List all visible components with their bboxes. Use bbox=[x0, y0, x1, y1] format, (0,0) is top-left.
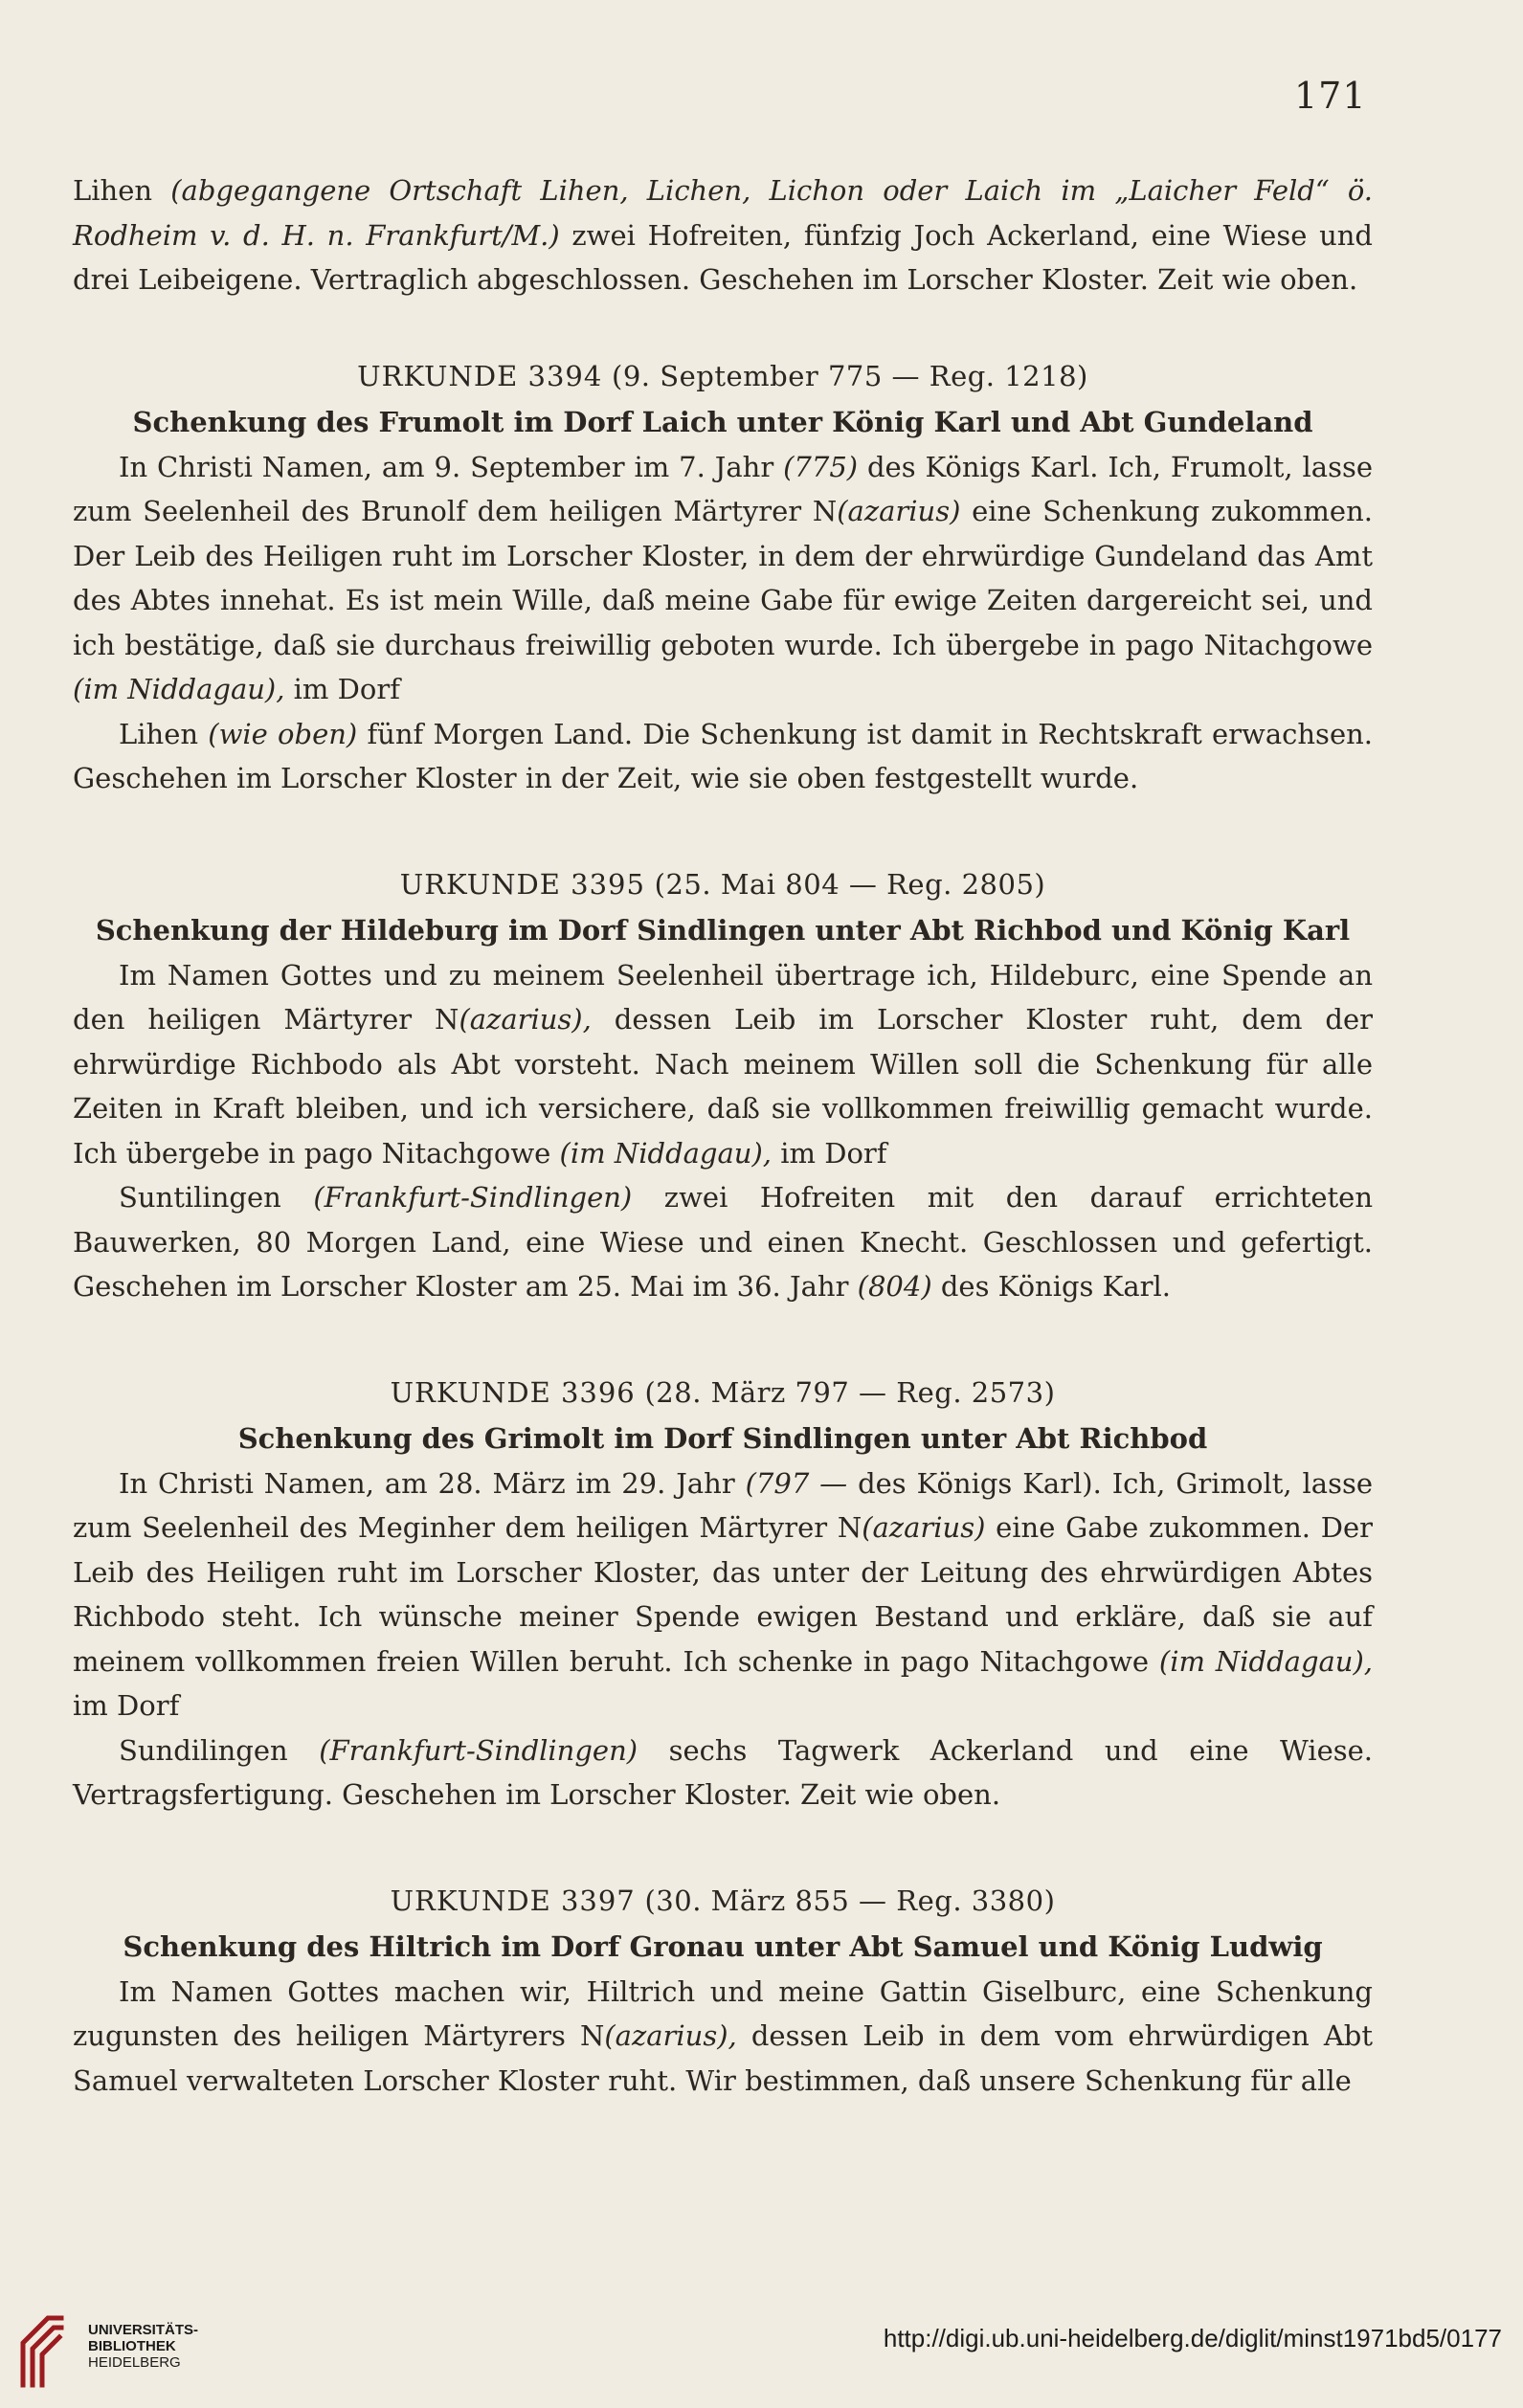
document-title: Schenkung des Hiltrich im Dorf Gronau unter Abt Samuel und König Ludwig bbox=[123, 1930, 1323, 1963]
text-run: zwei Hofreiten mit den darauf errichteten Bauwerken, 80 Morgen Land, eine Wiese und einen Knecht. Geschlossen und gefertigt. Geschehen im Lorscher Kloster am 25. Mai im 36. Jahr bbox=[73, 1181, 1374, 1303]
document-3396 bbox=[73, 1371, 1373, 1817]
document-3394 bbox=[73, 354, 1373, 801]
document-paragraph bbox=[73, 1175, 1373, 1309]
text-run: eine Gabe zukommen. Der Leib des Heiligen ruht im Lorscher Kloster, das unter der Leitung des ehrwürdigen Abtes Richbodo steht. Ich wünsche meiner Spende ewigen Bestand und erkläre, daß sie auf meinem vollkommen freien Willen beruht. Ich schenke in pago Nitachgowe bbox=[73, 1511, 1373, 1678]
text-run: Lihen bbox=[119, 717, 209, 750]
document-date-reg: (25. Mai 804 — Reg. 2805) bbox=[644, 867, 1046, 901]
document-paragraph bbox=[73, 1970, 1373, 2104]
document-date-reg: (9. September 775 — Reg. 1218) bbox=[602, 359, 1088, 392]
library-name-line: UNIVERSITÄTS- bbox=[88, 2322, 199, 2338]
document-title: Schenkung der Hildeburg im Dorf Sindlingen unter Abt Richbod und König Karl bbox=[95, 914, 1351, 947]
text-run: des Königs Karl. Ich, Frumolt, lasse zum Seelenheil des Brunolf dem heiligen Märtyrer N bbox=[73, 450, 1373, 527]
document-date-reg: (28. März 797 — Reg. 2573) bbox=[635, 1375, 1056, 1409]
text-run: In Christi Namen, am 28. März im 29. Jahr bbox=[119, 1466, 746, 1500]
document-heading bbox=[73, 354, 1373, 399]
text-run: Suntilingen bbox=[119, 1181, 314, 1214]
italic-run: (azarius) bbox=[862, 1511, 986, 1544]
document-paragraph bbox=[73, 1461, 1373, 1728]
library-name bbox=[88, 2322, 198, 2371]
document-number: URKUNDE 3394 bbox=[357, 359, 603, 392]
text-run: des Königs Karl. bbox=[931, 1270, 1171, 1303]
document-paragraph bbox=[73, 445, 1373, 712]
document-date-reg: (30. März 855 — Reg. 3380) bbox=[635, 1884, 1056, 1917]
text-run: Im Namen Gottes machen wir, Hiltrich und meine Gattin Giselburc, eine Schenkung zugunsten des heiligen Märtyrers N bbox=[73, 1974, 1373, 2052]
italic-run: (797 — bbox=[745, 1466, 848, 1500]
text-run: dessen Leib im Lorscher Kloster ruht, dem der ehrwürdige Richbodo als Abt vorsteht. Nach meinem Willen soll die Schenkung für alle Zeiten in Kraft bleiben, und ich versichere, daß sie vollkommen freiwillig gemacht wurde. Ich übergebe in pago Nitachgowe bbox=[73, 1003, 1373, 1170]
text-run: des Königs Karl). Ich, Grimolt, lasse zum Seelenheil des Meginher dem heiligen Märtyrer N bbox=[73, 1466, 1374, 1544]
italic-run: (im Niddagau), bbox=[559, 1136, 772, 1170]
document-title: Schenkung des Grimolt im Dorf Sindlingen unter Abt Richbod bbox=[237, 1422, 1208, 1455]
page-number: 171 bbox=[1294, 75, 1367, 117]
text-run: Sundilingen bbox=[119, 1733, 320, 1767]
italic-run: (azarius), bbox=[459, 1003, 592, 1036]
source-url-link[interactable]: http://digi.ub.uni-heidelberg.de/diglit/minst1971bd5/0177 bbox=[883, 2324, 1502, 2352]
text-run: im Dorf bbox=[771, 1136, 887, 1170]
text-run: fünf Morgen Land. Die Schenkung ist damit in Rechtskraft erwachsen. Geschehen im Lorscher Kloster in der Zeit, wie sie oben festgestellt wurde. bbox=[73, 717, 1373, 794]
text-run: im Dorf bbox=[284, 673, 400, 705]
text-run: zwei Hofreiten, fünfzig Joch Ackerland, eine Wiese und drei Leibeigene. Vertraglich abgeschlossen. Geschehen im Lorscher Kloster. Zeit wie oben. bbox=[73, 218, 1373, 296]
document-paragraph bbox=[73, 712, 1373, 801]
document-3395 bbox=[73, 862, 1373, 1309]
italic-run: (775) bbox=[783, 450, 859, 483]
italic-run: (azarius) bbox=[837, 495, 961, 527]
document-3397 bbox=[73, 1879, 1373, 2104]
document-number: URKUNDE 3395 bbox=[399, 867, 645, 901]
italic-run: (wie oben) bbox=[208, 717, 358, 750]
italic-run: (im Niddagau), bbox=[73, 673, 285, 705]
text-run: Im Namen Gottes und zu meinem Seelenheil übertrage ich, Hildeburc, eine Spende an den heiligen Märtyrer N bbox=[73, 958, 1373, 1036]
text-run: Lihen bbox=[73, 174, 171, 207]
ub-heidelberg-logo-icon bbox=[17, 2314, 67, 2389]
document-title: Schenkung des Frumolt im Dorf Laich unter König Karl und Abt Gundeland bbox=[132, 406, 1313, 438]
document-heading bbox=[73, 1879, 1373, 1924]
italic-run: (abgegangene Ortschaft Lihen, Lichen, Lichon oder Laich im „Laicher Feld“ ö. Rodheim v. d. H. n. Frankfurt/M.) bbox=[73, 174, 1373, 252]
text-run: im Dorf bbox=[73, 1689, 180, 1722]
text-run: sechs Tagwerk Ackerland und eine Wiese. Vertragsfertigung. Geschehen im Lorscher Kloster. Zeit wie oben. bbox=[73, 1733, 1373, 1811]
italic-run: (Frankfurt-Sindlingen) bbox=[313, 1181, 633, 1214]
page-footer bbox=[0, 2314, 1523, 2408]
document-paragraph bbox=[73, 1728, 1373, 1817]
italic-run: (Frankfurt-Sindlingen) bbox=[319, 1733, 638, 1767]
document-heading bbox=[73, 862, 1373, 907]
intro-paragraph bbox=[73, 168, 1373, 302]
text-run: In Christi Namen, am 9. September im 7. Jahr bbox=[119, 450, 784, 483]
italic-run: (azarius), bbox=[604, 2019, 737, 2052]
document-heading bbox=[73, 1371, 1373, 1416]
document-number: URKUNDE 3396 bbox=[390, 1375, 636, 1409]
document-number: URKUNDE 3397 bbox=[390, 1884, 636, 1917]
document-paragraph bbox=[73, 953, 1373, 1176]
text-run: eine Schenkung zukommen. Der Leib des Heiligen ruht im Lorscher Kloster, in dem der ehrwürdige Gundeland das Amt des Abtes innehat. Es ist mein Wille, daß meine Gabe für ewige Zeiten dargereicht sei, und ich bestätige, daß sie durchaus freiwillig geboten wurde. Ich übergebe in pago Nitachgowe bbox=[73, 495, 1373, 661]
text-run: dessen Leib in dem vom ehrwürdigen Abt Samuel verwalteten Lorscher Kloster ruht. Wir bestimmen, daß unsere Schenkung für alle bbox=[73, 2019, 1373, 2097]
library-name-line: HEIDELBERG bbox=[88, 2354, 181, 2371]
italic-run: (804) bbox=[857, 1270, 932, 1303]
library-name-line: BIBLIOTHEK bbox=[88, 2338, 176, 2354]
document-text bbox=[73, 168, 1373, 2103]
italic-run: (im Niddagau), bbox=[1158, 1644, 1374, 1678]
